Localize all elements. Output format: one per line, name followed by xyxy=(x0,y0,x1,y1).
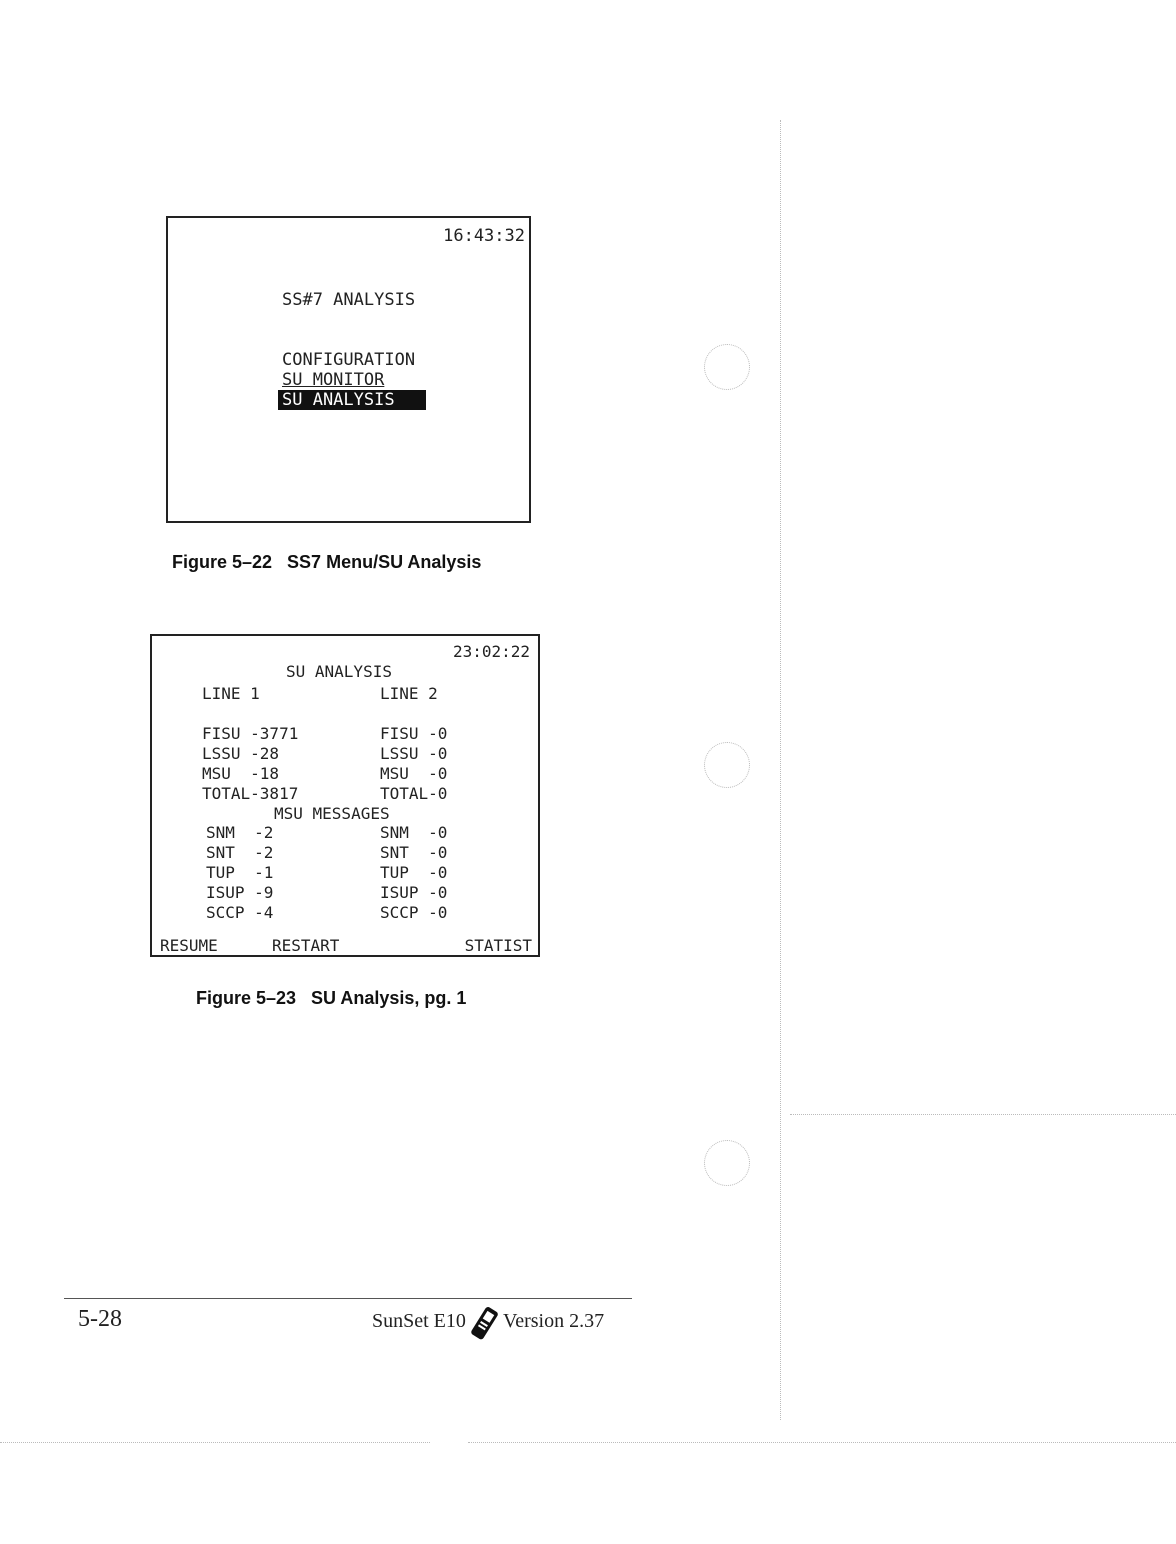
su-analysis-screen xyxy=(150,634,540,957)
tup-line2: TUP -0 xyxy=(380,863,448,882)
bottom-rule-right xyxy=(468,1442,1176,1443)
sccp-line1: SCCP -4 xyxy=(206,903,274,922)
menu-item-configuration[interactable]: CONFIGURATION xyxy=(282,350,416,370)
snt-line2: SNT -0 xyxy=(380,843,448,862)
clock: 23:02:22 xyxy=(452,642,530,661)
product-version: Version 2.37 xyxy=(503,1310,605,1332)
menu-item-su-analysis-selected[interactable]: SU ANALYSIS xyxy=(278,390,426,410)
figure-caption-5-22: Figure 5–22 SS7 Menu/SU Analysis xyxy=(172,552,482,572)
isup-line1: ISUP -9 xyxy=(206,883,274,902)
total-line1: TOTAL-3817 xyxy=(202,784,299,803)
bottom-rule-left xyxy=(0,1442,430,1443)
figure-caption-5-23: Figure 5–23 SU Analysis, pg. 1 xyxy=(196,988,467,1008)
punch-hole xyxy=(704,1140,750,1186)
lssu-line1: LSSU -28 xyxy=(202,744,280,763)
sccp-line2: SCCP -0 xyxy=(380,903,448,922)
line2-header: LINE 2 xyxy=(380,684,438,703)
punch-hole xyxy=(704,742,750,788)
total-line2: TOTAL-0 xyxy=(380,784,448,803)
footer-rule xyxy=(64,1298,632,1299)
menu-item-su-monitor[interactable]: SU MONITOR xyxy=(282,370,385,390)
fisu-line1: FISU -3771 xyxy=(202,724,299,743)
handset-logo-icon xyxy=(466,1304,502,1344)
snm-line2: SNM -0 xyxy=(380,823,448,842)
line1-header: LINE 1 xyxy=(202,684,260,703)
clock: 16:43:32 xyxy=(443,226,525,246)
product-name: SunSet E10 xyxy=(372,1310,466,1332)
ss7-menu-screen xyxy=(166,216,531,523)
page-number: 5-28 xyxy=(78,1306,122,1332)
screen-title: SS#7 ANALYSIS xyxy=(282,290,416,310)
msu-line1: MSU -18 xyxy=(202,764,280,783)
isup-line2: ISUP -0 xyxy=(380,883,448,902)
margin-rule xyxy=(790,1114,1176,1115)
msu-messages-header: MSU MESSAGES xyxy=(274,804,390,823)
snt-line1: SNT -2 xyxy=(206,843,274,862)
restart-softkey[interactable]: RESTART xyxy=(272,936,340,955)
margin-line xyxy=(780,120,781,1420)
msu-line2: MSU -0 xyxy=(380,764,448,783)
fisu-line2: FISU -0 xyxy=(380,724,448,743)
tup-line1: TUP -1 xyxy=(206,863,274,882)
resume-softkey[interactable]: RESUME xyxy=(160,936,218,955)
lssu-line2: LSSU -0 xyxy=(380,744,448,763)
punch-hole xyxy=(704,344,750,390)
statist-softkey[interactable]: STATIST xyxy=(464,936,532,955)
screen-title: SU ANALYSIS xyxy=(286,662,392,681)
snm-line1: SNM -2 xyxy=(206,823,274,842)
